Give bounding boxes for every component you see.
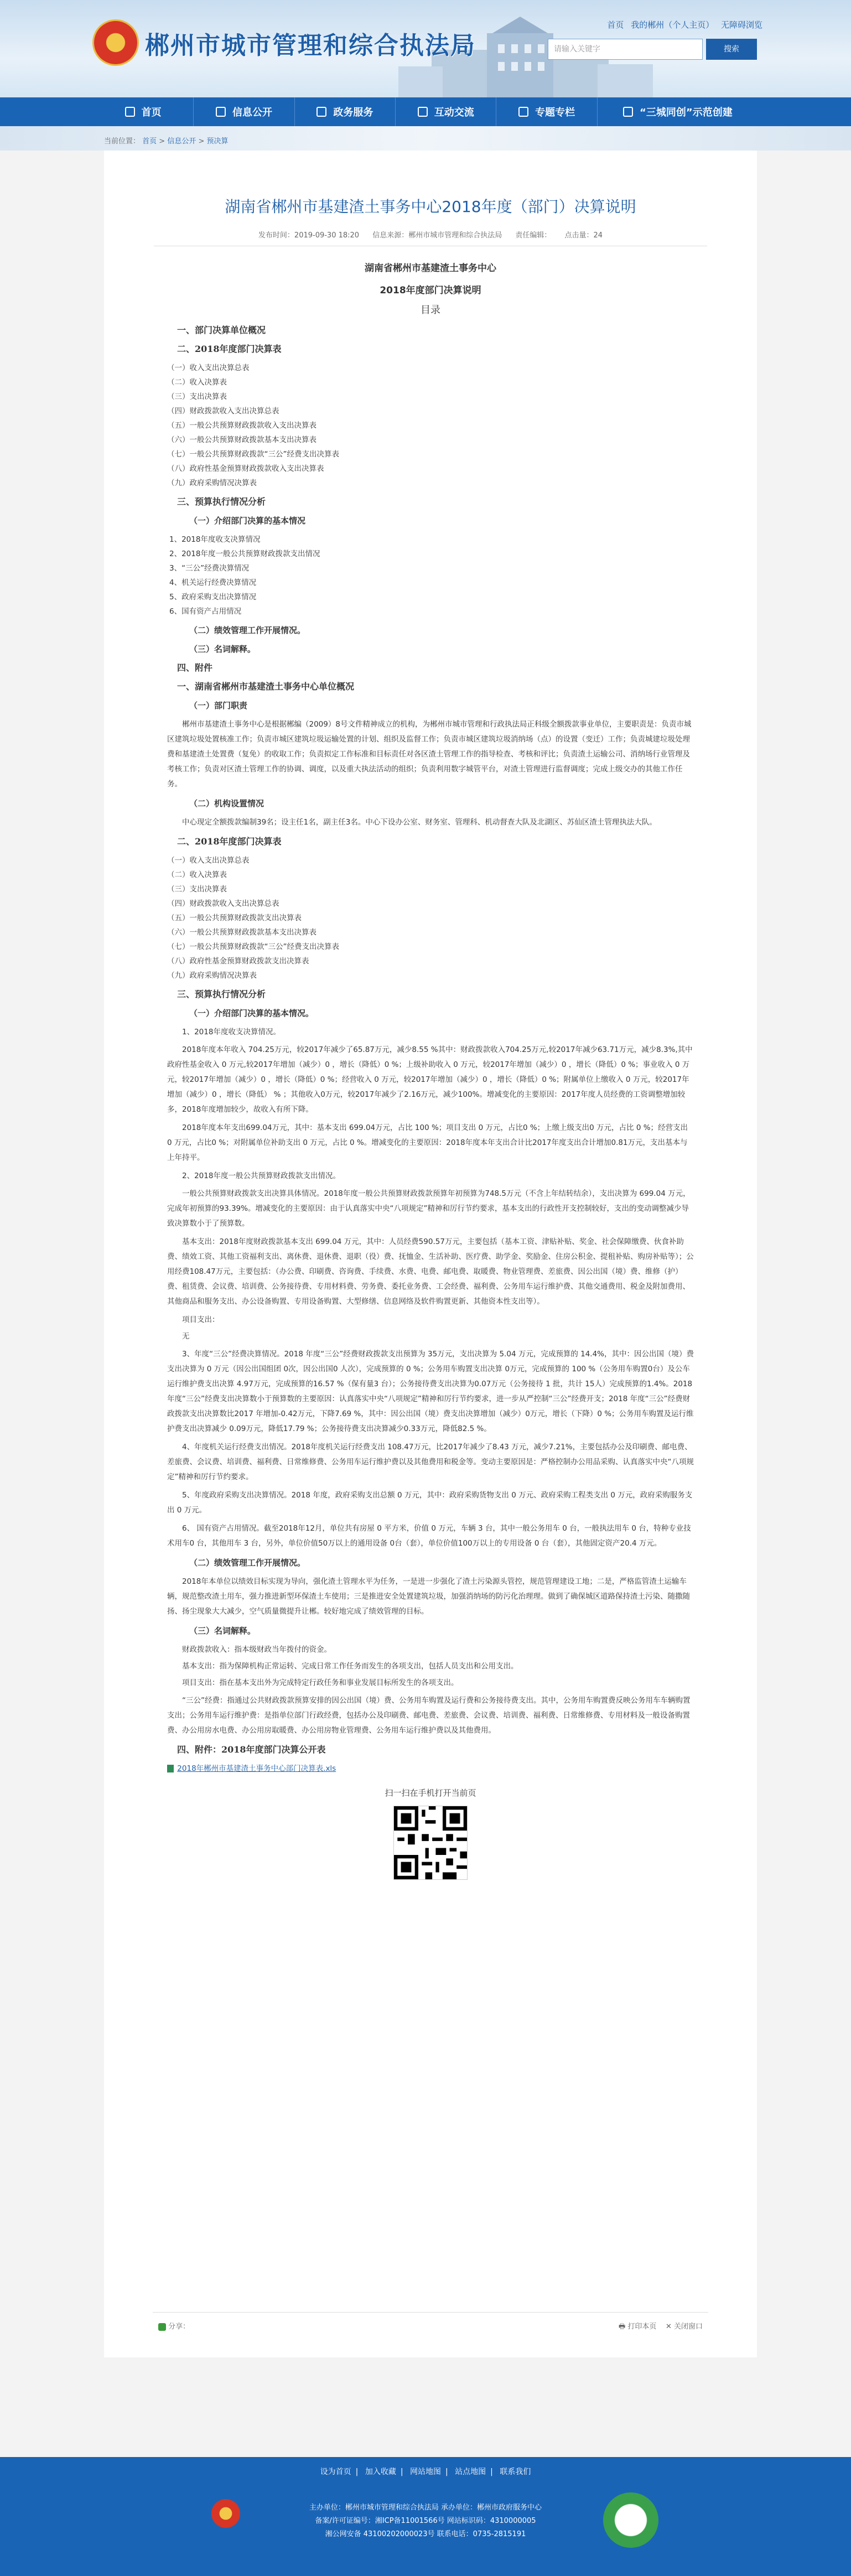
qr-code-icon (393, 1806, 468, 1880)
paragraph: 无 (182, 1332, 190, 1341)
paragraph: 6、 国有资产占用情况。截至2018年12月，单位共有房屋 0 平方米，价值 0 万元，车辆 3 台，其中一般公务用车 0 台，一般执法用车 0 台，特种专业技术用车0 台，其他用车 3 台，另外，单位价值50万以上的通用设备 0台（套），单位价值100万以上的专用设备 0 台（套），其他固定资产20.4 万元。 (167, 1524, 691, 1548)
toc-section-1: 一、部门决算单位概况 (177, 325, 266, 335)
breadcrumb: 当前位置： 首页 > 信息公开 > 预决算 (104, 137, 229, 146)
toc-subsection: （三）名词解释。 (189, 644, 256, 654)
paragraph: 5、年度政府采购支出决算情况。2018 年度，政府采购支出总额 0 万元，其中：政府采购货物支出 0 万元、政府采购工程类支出 0 万元，政府采购服务支出 0 万元。 (167, 1491, 693, 1515)
topics-icon (518, 107, 528, 117)
paragraph: 中心现定全额拨款编制39名；设主任1名，副主任3名。中心下设办公室、财务室、管理科、机动督查大队及北湖区、苏仙区渣土管理执法大队。 (182, 818, 657, 827)
article-body (167, 261, 694, 1880)
footer-police: 湘公网安备 43100202000023号 联系电话：0735-2815191 (325, 2530, 526, 2538)
national-emblem-icon (94, 21, 137, 64)
nav-item-topics[interactable]: 专题专栏 (496, 97, 597, 126)
paragraph: 基本支出：2018年度财政拨款基本支出 699.04 万元，其中：人员经费590.57万元，主要包括（基本工资、津贴补贴、奖金、社会保障缴费、伙食补助费、绩效工资、其他工资福利支出、离休费、退休费、退职（役）费、抚恤金、生活补助、医疗费、助学金、奖励金、住房公积金、提租补贴、购房补贴等）；公用经费108.47万元，主要包括：（办公费、印刷费、咨询费、手续费、水费、电费、邮电费、取暖费、物业管理费、差旅费、因公出国（境）费、维修（护）费、租赁费、会议费、培训费、公务接待费、专用材料费、劳务费、委托业务费、工会经费、福利费、公务用车运行维护费、其他交通费用、税金及附加费用、其他商品和服务支出、办公设备购置、专用设备购置、大型修缮、信息网络及软件购置更新、其他资本性支出等）。 (167, 1237, 694, 1306)
services-icon (316, 107, 326, 117)
table-list-item: （八）政府性基金预算财政拨款支出决算表 (167, 957, 309, 966)
toc-section-2: 二、2018年度部门决算表 (177, 344, 282, 354)
footer-icp: 备案/许可证编号：湘ICP备11001566号 网站标识码：4310000005 (315, 2517, 536, 2525)
doc-title-2: 2018年度部门决算说明 (380, 285, 481, 296)
paragraph: 4、年度机关运行经费支出情况。2018年度机关运行经费支出 108.47万元，比2017年减少了8.43 万元，减少7.21%，主要包括办公及印刷费、邮电费、差旅费、会议费、培训费、福利费、日常维修费、公务用车运行维护费以及其他费用和税金等。变动主要原因是：严格控制办公用品采购、认真落实中央“八项规定”精神和厉行节约要求。 (167, 1443, 694, 1481)
toc-table: （一）收入支出决算总表 (167, 364, 250, 372)
subsection-heading: （一）介绍部门决算的基本情况。 (189, 1008, 314, 1018)
gov-website-badge-icon[interactable] (603, 2492, 658, 2548)
table-list-item: （五）一般公共预算财政拨款支出决算表 (167, 914, 302, 922)
toc-table: （六）一般公共预算财政拨款基本支出决算表 (167, 436, 316, 444)
section-heading: 三、预算执行情况分析 (177, 989, 266, 999)
view-count: 点击量：24 (564, 231, 603, 240)
footer-link-sitemap[interactable]: 网站地图 (410, 2468, 441, 2476)
toc-table: （二）收入决算表 (167, 378, 227, 387)
search-input[interactable]: 请输入关键字 (548, 39, 703, 60)
search-button[interactable]: 搜索 (706, 39, 757, 60)
info-icon (216, 107, 226, 117)
item-heading: 1、2018年度收支决算情况。 (182, 1028, 281, 1036)
excel-file-icon (167, 1765, 174, 1772)
item-heading: 2、2018年度一般公共预算财政拨款支出情况。 (182, 1172, 340, 1180)
toc-item: 6、国有资产占用情况 (169, 607, 242, 616)
section-heading: 四、附件：2018年度部门决算公开表 (177, 1744, 326, 1755)
breadcrumb-budget[interactable]: 预决算 (206, 137, 229, 146)
star-icon (623, 107, 633, 117)
toc-table: （七）一般公共预算财政拨款“三公”经费支出决算表 (167, 450, 339, 459)
table-list-item: （一）收入支出决算总表 (167, 856, 250, 865)
publish-time: 发布时间：2019-09-30 18:20 (258, 231, 360, 240)
article (104, 151, 757, 2357)
toc-subsection: （一）介绍部门决算的基本情况 (189, 516, 306, 526)
subsection-heading: （二）机构设置情况 (189, 799, 264, 808)
source: 信息来源：郴州市城市管理和综合执法局 (372, 231, 502, 240)
chat-icon (418, 107, 428, 117)
toc-item: 3、“三公”经费决算情况 (169, 564, 250, 573)
toc-item: 5、政府采购支出决算情况 (169, 593, 257, 602)
attachment-row (167, 1761, 694, 1776)
breadcrumb-home[interactable]: 首页 (142, 137, 157, 146)
nav-item-three-cities[interactable]: “三城同创”示范创建 (598, 97, 758, 126)
share-label: 分享： (158, 2320, 190, 2331)
toc-table: （八）政府性基金预算财政拨款收入支出决算表 (167, 464, 324, 473)
qr-title: 扫一扫在手机打开当前页 (385, 1788, 476, 1798)
footer-link-contact[interactable]: 联系我们 (500, 2468, 531, 2476)
attachment-link[interactable]: 2018年郴州市基建渣土事务中心部门决算表.xls (177, 1764, 336, 1773)
subsection-heading: （二）绩效管理工作开展情况。 (189, 1558, 306, 1568)
nav-item-info[interactable]: 信息公开 (194, 97, 294, 126)
toc-item: 1、2018年度收支决算情况 (169, 535, 261, 544)
nav-item-interaction[interactable]: 互动交流 (396, 97, 496, 126)
footer-link-favorite[interactable]: 加入收藏 (365, 2468, 396, 2476)
table-list-item: （三）支出决算表 (167, 885, 227, 894)
close-icon: ✕ (665, 2323, 672, 2331)
toc-table: （五）一般公共预算财政拨款收入支出决算表 (167, 421, 316, 430)
nav-item-home[interactable]: 首页 (93, 97, 194, 126)
share-bar (153, 2312, 708, 2337)
top-links (603, 19, 762, 30)
site-title: 郴州市城市管理和综合执法局 (145, 32, 476, 60)
editor: 责任编辑： (515, 231, 552, 240)
toc-table: （四）财政拨款收入支出决算总表 (167, 407, 279, 416)
paragraph: 2018年度本年支出699.04万元，其中：基本支出 699.04万元，占比 100 %；项目支出 0 万元，占比0 %；上缴上级支出0 万元，占比 0 %；经营支出 0 万元，占比0 %；对附属单位补助支出 0 万元，占比 0 %。增减变化的主要原因：2018年度本年支出合计比2017年度支出合计增加0.81万元，支出基本与上年持平。 (167, 1123, 688, 1162)
subsection-heading: （一）部门职责 (189, 701, 248, 711)
nav-item-services[interactable]: 政务服务 (295, 97, 396, 126)
paragraph: 2018年度本年收入 704.25万元，较2017年减少了65.87万元，减少8.55 %其中：财政拨款收入704.25万元,较2017年减少63.71万元，减少8.3%,其中政府性基金收入 0 万元,较2017年增加（减少）0 ，增长（降低）0 %；上级补助收入 0 万元，较2017年增加（减少）0 ，增长（降低）0 %；事业收入 0 万元，较2017年增加（减少）0 ，增长（降低）0 %；经营收入 0 万元，较2017年增加（减少）0 ，增长（降低）0 %；附属单位上缴收入 0 万元，较2017年增加（减少）0 ，增长（降低） % ；其他收入0万元，较2017年减少了2.16万元，减少100%。增减变化的主要原因：2017年度人员经费的工资调整增加较多，2018年度增加较少，故收入有所下降。 (167, 1045, 693, 1114)
close-window-button[interactable]: 关闭窗口 (673, 2323, 703, 2331)
toplink-my-page[interactable]: 我的郴州（个人主页） (631, 20, 714, 30)
section-heading: 二、2018年度部门决算表 (177, 836, 282, 847)
print-button[interactable]: 打印本页 (627, 2323, 657, 2331)
subsection-heading: （三）名词解释。 (189, 1626, 256, 1636)
home-icon (125, 107, 135, 117)
toc-section-4: 四、附件 (177, 662, 213, 673)
paragraph: 2018年本单位以绩效目标实现为导向，强化渣土管理水平为任务，一是进一步强化了渣土污染源头管控，规范管理建设工地；二是，严格监管渣土运输车辆，规范整改渣土用车，强力推进新型环保渣土车使用；三是推进安全处置建筑垃圾，加强消纳场的防污化治理理。做到了确保城区道路保持渣土污染、随撒随扬、扬尘现象大大减少，空气质量微提升让郴。较好地完成了绩效管理的目标。 (167, 1577, 690, 1616)
toc-subsection: （二）绩效管理工作开展情况。 (189, 625, 306, 635)
paragraph: 一般公共预算财政拨款支出决算具体情况。2018年度一般公共预算财政拨款预算年初预算为748.5万元（不含上年结转结余），支出决算为 699.04 万元，完成年初预算的93.39%。增减变化的主要原因：由于认真落实中央“八项规定”精神和厉行节约要求，基本支出的行政性开支控制较好，支出的变动调整减少导致决算数小于了预算数。 (167, 1189, 691, 1228)
table-list-item: （九）政府采购情况决算表 (167, 971, 257, 980)
footer-links: 设为首页 | 加入收藏 | 网站地图 | 站点地图 | 联系我们 (320, 2468, 531, 2476)
print-icon: 🖶 (618, 2323, 626, 2331)
toc-title: 目录 (421, 304, 440, 316)
footer-link-site-map[interactable]: 站点地图 (455, 2468, 486, 2476)
article-title: 湖南省郴州市基建渣土事务中心2018年度（部门）决算说明 (225, 198, 636, 216)
paragraph: 郴州市基建渣土事务中心是根据郴编（2009）8号文件精神成立的机构，为郴州市城市管理和行政执法局正科级全额拨款事业单位，主要职责是：负责市城区建筑垃圾处置核准工作；负责市城区建筑垃圾运输处置的计划、组织及监督工作；负责市城区建筑垃圾消纳场（点）的设置（变迁）工作；负责城建垃圾处理费和基建渣土处置费（复免）的收取工作；负责拟定工作标准和目标责任对各区渣土管理工作的指导检查、考核和评比；负责渣土运输公司、消纳场行业管理及考核工作；负责对区渣土管理工作的协调、调度，以及重大执法活动的组织；负责利用数字城管平台，对渣土管理进行监督调度；完成上级交办的其他工作任务。 (167, 720, 692, 789)
footer-host: 主办单位：郴州市城市管理和综合执法局 承办单位：郴州市政府服务中心 (309, 2504, 542, 2512)
paragraph: 项目支出： (182, 1315, 220, 1324)
doc-title-1: 湖南省郴州市基建渣土事务中心 (365, 263, 496, 274)
toc-section-3: 三、预算执行情况分析 (177, 496, 266, 507)
share-icon[interactable] (158, 2323, 166, 2331)
toplink-accessibility[interactable]: 无障碍浏览 (720, 20, 762, 30)
toplink-home[interactable]: 首页 (607, 20, 624, 30)
section-heading: 一、湖南省郴州市基建渣土事务中心单位概况 (177, 681, 355, 692)
footer (0, 2457, 851, 2576)
toc-item: 4、机关运行经费决算情况 (169, 578, 257, 587)
toc-table: （三）支出决算表 (167, 392, 227, 401)
toc-table: （九）政府采购情况决算表 (167, 479, 257, 488)
paragraph: “三公”经费：指通过公共财政拨款预算安排的因公出国（境）费、公务用车购置及运行费和公务接待费支出。其中，公务用车购置费反映公务用车车辆购置支出；公务用车运行维护费：是指单位部门行政经费，包括办公及印刷费、邮电费、差旅费、会议费、培训费、福利费、日常维修费、专用材料及一般设备购置费、办公用房水电费、办公用房取暖费、办公用房物业管理费、公务用车运行维护费以及其他费用。 (167, 1696, 691, 1735)
table-list-item: （四）财政拨款收入支出决算总表 (167, 899, 279, 908)
table-list-item: （七）一般公共预算财政拨款“三公”经费支出决算表 (167, 942, 339, 951)
footer-link-set-home[interactable]: 设为首页 (320, 2468, 351, 2476)
share-actions (619, 2320, 703, 2334)
paragraph: 财政拨款收入：指本级财政当年拨付的资金。 (182, 1645, 331, 1654)
article-meta (104, 229, 757, 240)
paragraph: 3、年度“三公”经费决算情况。2018 年度“三公”经费财政拨款支出预算为 35万元，支出决算为 5.04 万元，完成预算的 14.4%，其中：因公出国（境）费支出决算为 0 万元（因公出国组团 0次，因公出国0 人次），完成预算的 0 %；公务用车购置支出决算 0万元，完成预算的 100 %（公务用车购置0台）及公车运行维护费支出决算 4.97万元，完成预算的16.57 %（保有量3 台）；公务接待费支出决算为0.07万元（公务接待 1 批，共计 15人）完成预算的1.4%。2018 年度“三公”经费支出决算数小于预算数的主要原因：认真落实中央“八项规定”精神和厉行节约要求，进一步从严控制“三公”经费开支；2018 年度“三公”经费财政拨款支出决算数比2017 年增加-0.42万元，下降7.69 %，其中：因公出国（境）费支出决算增加（减少）0万元，增长（下降）0 %；公务用车购置及运行维护费支出决算减少 0.09万元，降低17.79 %；公务接待费支出决算减少0.33万元，降低82.5 %。 (167, 1350, 694, 1433)
toc-item: 2、2018年度一般公共预算财政拨款支出情况 (169, 550, 320, 558)
paragraph: 项目支出：指在基本支出外为完成特定行政任务和事业发展目标所发生的各项支出。 (182, 1678, 459, 1687)
table-list-item: （二）收入决算表 (167, 870, 227, 879)
main-nav (0, 97, 851, 126)
table-list-item: （六）一般公共预算财政拨款基本支出决算表 (167, 928, 316, 937)
header (0, 0, 851, 97)
breadcrumb-info[interactable]: 信息公开 (167, 137, 196, 146)
paragraph: 基本支出：指为保障机构正常运转、完成日常工作任务而发生的各项支出，包括人员支出和公用支出。 (182, 1662, 518, 1671)
